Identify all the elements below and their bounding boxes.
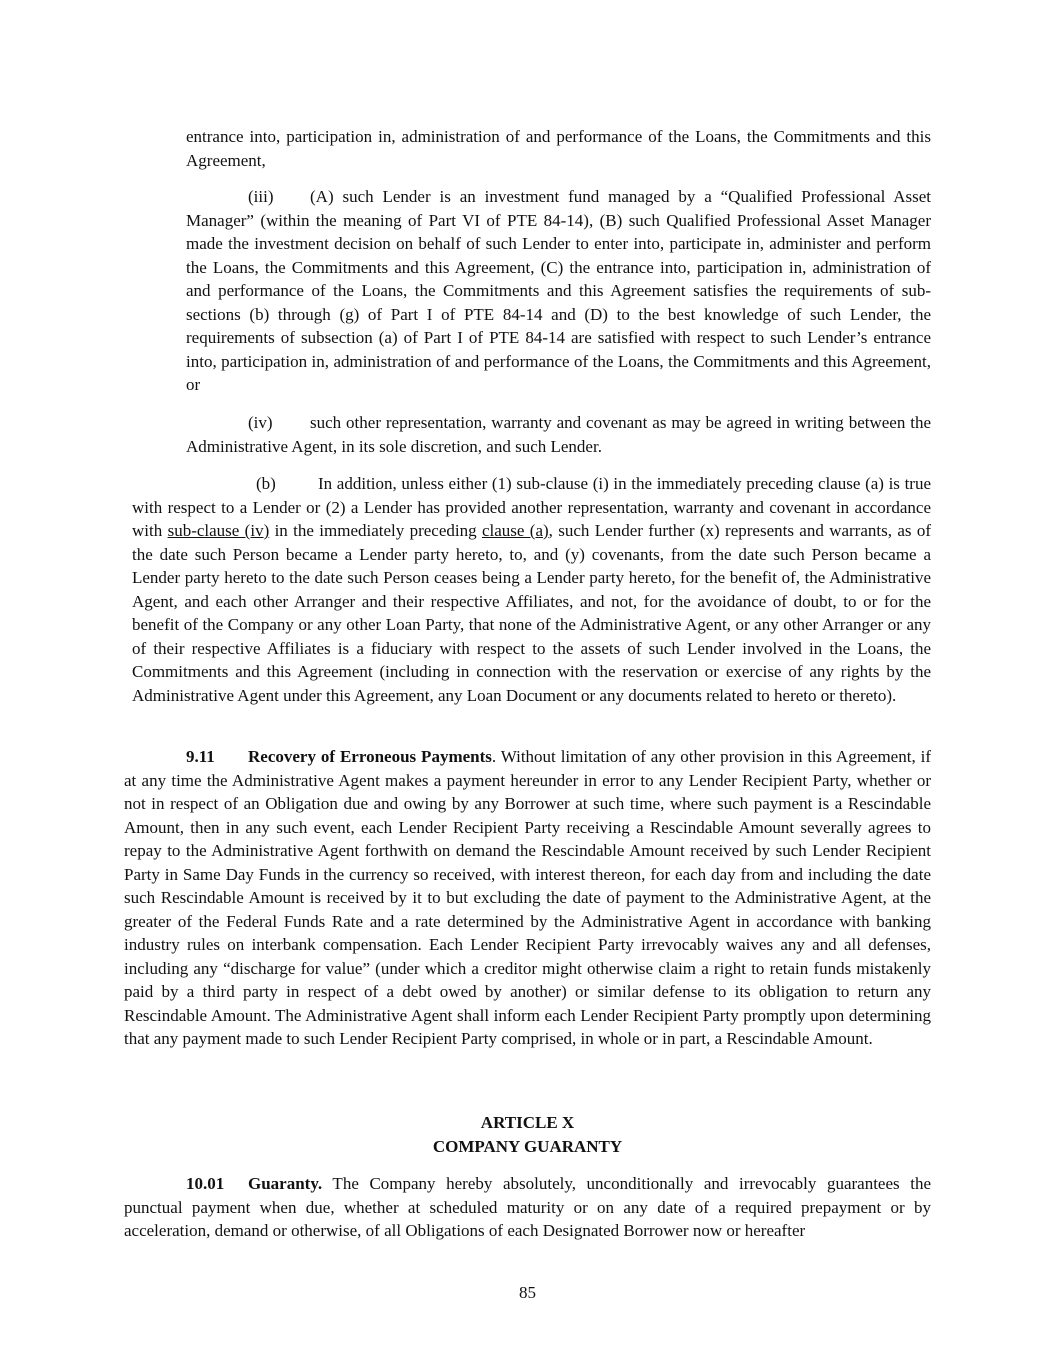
clause-number-iii: (iii) <box>248 187 274 206</box>
section-number-10-01: 10.01 <box>186 1174 225 1193</box>
clause-text-iii: (A) such Lender is an investment fund managed by a “Qualified Professional Asset Manager” (within the meaning of Part VI of PTE 84-14), (B) such Qualified Professional Asset Manager made the investment decision on behalf of such Lender to enter into, participate in, administer and perform the Loans, the Commitments and this Agreement, (C) the entrance into, participation in, administration of and performance of the Loans, the Commitments and this Agreement satisfies the requirements of sub-sections (b) through (g) of Part I of PTE 84-14 and (D) to the best knowledge of such Lender, the requirements of subsection (a) of Part I of PTE 84-14 are satisfied with respect to such Lender’s entrance into, participation in, administration of and performance of the Loans, the Commitments and this Agreement, or <box>186 187 931 394</box>
section-9-11: 9.11 Recovery of Erroneous Payments. Without limitation of any other provision in this Agreement, if at any time the Administrative Agent makes a payment hereunder in error to any Lender Recipient Party, whether or not in respect of an Obligation due and owing by any Borrower at such time, where such payment is a Rescindable Amount, then in any such event, each Lender Recipient Party receiving a Rescindable Amount severally agrees to repay to the Administrative Agent forthwith on demand the Rescindable Amount received by such Lender Recipient Party in Same Day Funds in the currency so received, with interest thereon, for each day from and including the date such Rescindable Amount is received by it to but excluding the date of payment to the Administrative Agent, at the greater of the Federal Funds Rate and a rate determined by the Administrative Agent in accordance with banking industry rules on interbank compensation. Each Lender Recipient Party irrevocably waives any and all defenses, including any “discharge for value” (under which a creditor might otherwise claim a right to retain funds mistakenly paid by a third party in respect of a debt owed by another) or similar defense to its obligation to return any Rescindable Amount. The Administrative Agent shall inform each Lender Recipient Party promptly upon determining that any payment made to such Lender Recipient Party comprised, in whole or in part, a Rescindable Amount. <box>124 747 931 1048</box>
paragraph-b: (b) In addition, unless either (1) sub-clause (i) in the immediately preceding clause (a) is true with respect to a Lender or (2) a Lender has provided another representation, warranty and covenant in accordance with sub-clause (iv) in the immediately preceding clause (a), such Lender further (x) represents and warrants, as of the date such Person became a Lender party hereto, to, and (y) covenants, from the date such Person became a Lender party hereto to the date such Person ceases being a Lender party hereto, for the benefit of, the Administrative Agent, and each other Arranger and their respective Affiliates, and not, for the avoidance of doubt, to or for the benefit of the Company or any other Loan Party, that none of the Administrative Agent, or any other Arranger or any of their respective Affiliates is a fiduciary with respect to the assets of such Lender involved in the Loans, the Commitments and this Agreement (including in connection with the reservation or exercise of any rights by the Administrative Agent under this Agreement, any Loan Document or any documents related to hereto or thereto). <box>132 474 931 705</box>
paragraph-iii <box>186 185 931 397</box>
section-title-9-11: Recovery of Erroneous Payments <box>248 747 492 766</box>
clause-number-iv: (iv) <box>248 413 273 432</box>
clause-number-b: (b) <box>256 474 276 493</box>
clause-text-iv: such other representation, warranty and covenant as may be agreed in writing between the Administrative Agent, in its sole discretion, and such Lender. <box>186 413 931 456</box>
cross-reference-sub-clause-iv: sub-clause (iv) <box>167 521 270 540</box>
paragraph-continuation: entrance into, participation in, administration of and performance of the Loans, the Commitments and this Agreement, <box>186 127 931 170</box>
cross-reference-clause-a: clause (a) <box>481 521 549 540</box>
article-heading <box>124 1111 931 1158</box>
section-title-10-01: Guaranty. <box>248 1174 323 1193</box>
section-10-01: 10.01 Guaranty. The Company hereby absolutely, unconditionally and irrevocably guarantees the punctual payment when due, whether at scheduled maturity or on any date of a required prepayment or by acceleration, demand or otherwise, of all Obligations of each Designated Borrower now or hereafter <box>124 1174 931 1240</box>
article-number: ARTICLE X <box>480 1113 575 1132</box>
article-title: COMPANY GUARANTY <box>432 1136 623 1156</box>
section-number-9-11: 9.11 <box>186 747 215 766</box>
paragraph-iv <box>186 411 931 458</box>
page-number: 85 <box>519 1283 536 1302</box>
